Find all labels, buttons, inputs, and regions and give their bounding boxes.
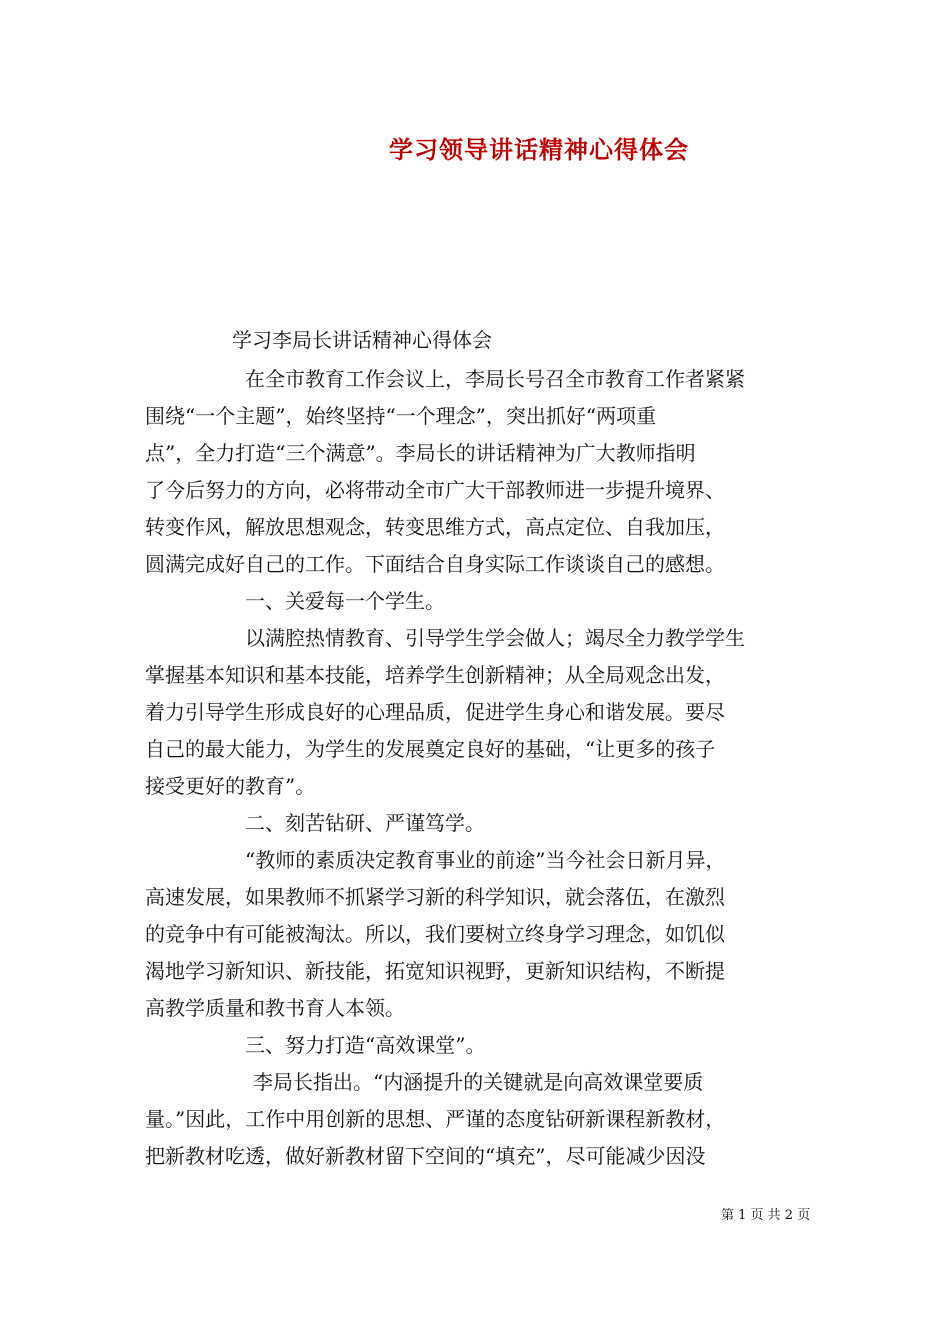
text-line: 量。”因此，工作中用创新的思想、严谨的态度钻研新课程新教材， (145, 1107, 726, 1131)
section-heading: 一、关爱每一个学生。 (245, 589, 445, 613)
text-line: 点”，全力打造“三个满意”。李局长的讲话精神为广大教师指明 (145, 441, 696, 465)
text-line: 圆满完成好自己的工作。下面结合自身实际工作谈谈自己的感想。 (145, 552, 725, 576)
text-line: 以满腔热情教育、引导学生学会做人；竭尽全力教学学生 (245, 626, 745, 650)
text-line: 的竞争中有可能被淘汰。所以，我们要树立终身学习理念，如饥似 (145, 922, 725, 946)
text-line: 着力引导学生形成良好的心理品质，促进学生身心和谐发展。要尽 (145, 700, 725, 724)
text-line: 掌握基本知识和基本技能，培养学生创新精神；从全局观念出发， (145, 663, 725, 687)
section-heading: 二、刻苦钻研、严谨笃学。 (245, 811, 485, 835)
text-line: 了今后努力的方向，必将带动全市广大干部教师进一步提升境界、 (145, 478, 725, 502)
text-line: 渴地学习新知识、新技能，拓宽知识视野，更新知识结构，不断提 (145, 959, 725, 983)
text-line: 高教学质量和教书育人本领。 (145, 996, 405, 1020)
text-line: 把新教材吃透，做好新教材留下空间的“填充”，尽可能减少因没 (145, 1144, 706, 1168)
document-title: 学习领导讲话精神心得体会 (389, 136, 689, 164)
section-heading: 三、努力打造“高效课堂”。 (245, 1033, 486, 1057)
text-line: 转变作风，解放思想观念，转变思维方式，高点定位、自我加压， (145, 515, 725, 539)
subheading: 学习李局长讲话精神心得体会 (232, 328, 492, 352)
text-line: 高速发展，如果教师不抓紧学习新的科学知识，就会落伍，在激烈 (145, 885, 725, 909)
text-line: 李局长指出。“内涵提升的关键就是向高效课堂要质 (253, 1070, 704, 1094)
text-line: “教师的素质决定教育事业的前途”当今社会日新月异， (245, 848, 726, 872)
text-line: 接受更好的教育”。 (145, 774, 316, 798)
page-number: 第 1 页 共 2 页 (721, 1208, 811, 1223)
text-line: 在全市教育工作会议上，李局长号召全市教育工作者紧紧 (245, 367, 745, 391)
text-line: 围绕“一个主题”，始终坚持“一个理念”，突出抓好“两项重 (145, 404, 657, 428)
text-line: 自己的最大能力，为学生的发展奠定良好的基础，“让更多的孩子 (145, 737, 716, 761)
